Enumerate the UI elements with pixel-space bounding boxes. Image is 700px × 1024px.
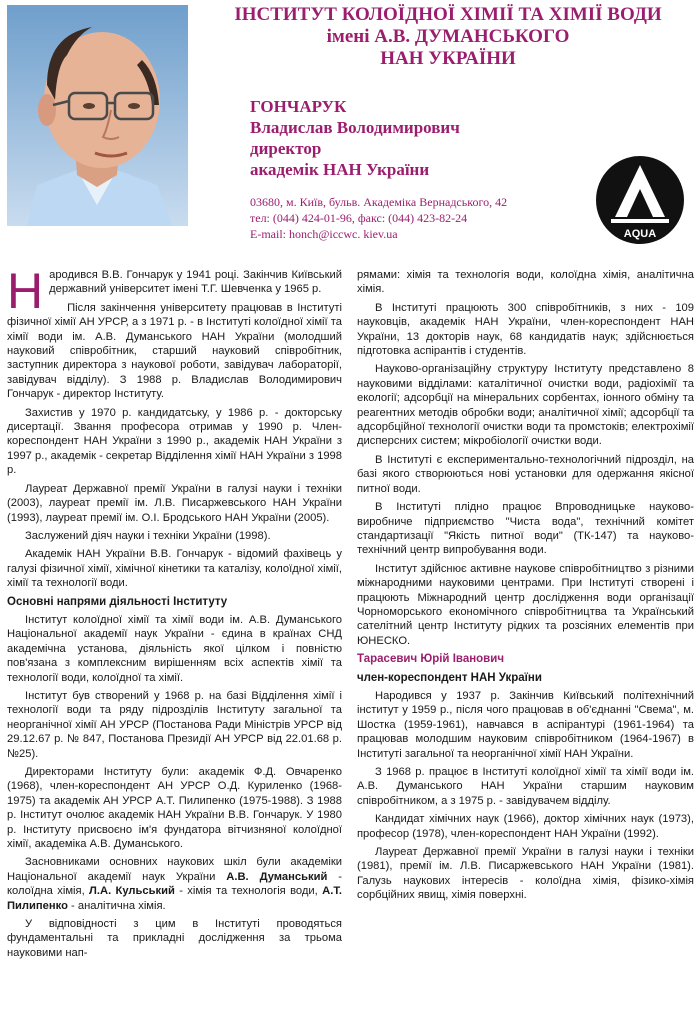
founder-name: А.Т. Пилипенко (7, 885, 342, 912)
paragraph (7, 263, 342, 319)
director-position: директор (250, 139, 322, 158)
paragraph: Заслужений діяч науки і техніки України (1998). (25, 529, 271, 542)
director-info (250, 96, 460, 180)
founder-name: А.В. Думанський (226, 870, 328, 883)
paragraph-text: - колоїдна хімія, (7, 870, 343, 898)
section-heading: Основні напрями діяльності Інституту (7, 595, 228, 608)
paragraph-text: ародився В.В. Гончарук у 1941 році. Закінчив Київський державний університет імені Т.Г. Шевченка у 1965 р. (49, 269, 342, 296)
paragraph (7, 855, 342, 913)
phone-fax: тел: (044) 424-01-96, факс: (044) 423-82-24 (250, 211, 468, 225)
contacts (250, 194, 507, 242)
person-role: член-кореспондент НАН України (357, 671, 542, 684)
aqua-logo (595, 155, 685, 245)
paragraph-text: - хімія та технологія води, (174, 885, 323, 898)
director-given-name: Владислав Володимирович (250, 118, 460, 137)
paragraph: Науково-організаційну структуру Інституту представлено 8 науковими відділами: каталітичної очистки води, радіохімії та екології; адсорбції на мінеральних сорбентах, іонного обміну та реагентних методів обробки води; аналітичної хімії; адсорбції та адсорбційної технології очистки води та промстоків; електрохімії дисперсних систем; мікробіології очистки води. (357, 363, 694, 448)
paragraph: Після закінчення університету працював в Інституті фізичної хімії АН УРСР, а з 1971 р. - в Інституті колоїдної хімії та хімії води ім. А.В. Думанського НАН України (молодший науковий співробітник, старший науковий співробітник, заступник директора з наукової роботи, завідувач лабораторії, завідувач відділу). З 1988 р. Владислав Володимирович Гончарук - директор Інституту. (7, 301, 342, 401)
paragraph: Академік НАН України В.В. Гончарук - відомий фахівець у галузі фізичної хімії, хімічної кінетики та каталізу, колоїдної хімії, хімії та технології води. (7, 548, 342, 590)
paragraph-text: Засновниками основних наукових шкіл були академіки Національної академії наук України (7, 856, 342, 883)
institute-title-line: НАН УКРАЇНИ (380, 48, 516, 69)
director-portrait (7, 5, 188, 226)
institute-title-line: імені А.В. ДУМАНСЬКОГО (326, 26, 570, 47)
address: 03680, м. Київ, бульв. Академіка Вернадського, 42 (250, 195, 508, 209)
director-surname: ГОНЧАРУК (250, 97, 347, 116)
paragraph: З 1968 р. працює в Інституті колоїдної хімії та хімії води ім. А.В. Думанського НАН України старшим науковим співробітником, а з 1975 р. - завідувачем відділу. (357, 766, 694, 807)
paragraph: рямами: хімія та технологія води, колоїдна хімія, аналітична хімія. (357, 269, 694, 296)
paragraph: У відповідності з цим в Інституті проводяться фундаментальні та прикладні дослідження за трьома науковими нап- (7, 918, 342, 959)
paragraph: Захистив у 1970 р. кандидатську, у 1986 р. - докторську дисертації. Звання професора отримав у 1990 р. Член-кореспондент НАН України з 1990 р., академік НАН України з 1997 р., академік - секретар Відділення хімії НАН України з 1998 р. (7, 406, 342, 477)
paragraph: Кандидат хімічних наук (1966), доктор хімічних наук (1973), професор (1978), член-кореспондент НАН України (1992). (357, 813, 694, 840)
person-name: Тарасевич Юрій Іванович (357, 653, 504, 666)
institute-title-line: ІНСТИТУТ КОЛОЇДНОЇ ХІМІЇ ТА ХІМІЇ ВОДИ (234, 4, 662, 25)
paragraph: Лауреат Державної премії України в галузі науки і техніки (1981), премії ім. Л.В. Писаржевського НАН України (1981). Галузь наукових інтересів - колоїдна хімія, фізико-хімія сорбційних явищ, хімія поверхні. (357, 846, 694, 902)
paragraph: Директорами Інституту були: академік Ф.Д. Овчаренко (1968), член-кореспондент АН УРСР О.Д. Куриленко (1968-1975) та академік АН УРСР А.Т. Пилипенко (1975-1988). З 1988 р. Інститут очолює академік НАН України В.В. Гончарук. У 1980 р. Інституту присвоєно ім'я фундатора вітчизняної колоїдної хімії, академіка А.В. Думанського. (7, 766, 342, 851)
paragraph-text: - аналітична хімія. (67, 899, 166, 912)
drop-cap: Н (7, 263, 44, 319)
logo-text: AQUA (623, 228, 657, 240)
right-column (357, 268, 694, 907)
email: E-mail: honch@iccwc. kiev.ua (250, 227, 398, 241)
founder-name: Л.А. Кульський (89, 885, 175, 898)
paragraph: Інститут здійснює активне наукове співробітництво з різними міжнародними науковими центрами. При Інституті створені і працюють Міжнародний центр дослідження води організації Чорноморського економічного співробітництва та Український сателітний центр Інституту рідких та розсіяних елементів при ЮНЕСКО. (357, 562, 694, 647)
paragraph: Інститут колоїдної хімії та хімії води ім. А.В. Думанського Національної академії наук України - єдина в країнах СНД академічна установа, діяльність якої цілком і повністю пов'язана з комплексним вирішенням всіх аспектів хімії та технології води, колоїдної та хімії. (7, 613, 342, 684)
paragraph: Лауреат Державної премії України в галузі науки і техніки (2003), лауреат премії ім. Л.В. Писаржевського НАН України (1993), лауреат премії ім. О.І. Бродського НАН України (2005). (7, 482, 342, 524)
paragraph: В Інституті є експериментально-технологічний підрозділ, на базі якого створюються нові установки для одержання якісної питної води. (357, 453, 694, 495)
institute-title (200, 4, 696, 70)
director-title: академік НАН України (250, 160, 430, 179)
paragraph: Інститут був створений у 1968 р. на базі Відділення хімії і технології води та ряду підрозділів Інституту загальної та неорганічної хімії АН УРСР (Постанова Ради Міністрів УРСР від 29.12.67 р. № 847, Постанова Президії АН УРСР від 22.01.68 р. №25). (7, 689, 342, 760)
left-column (7, 263, 343, 964)
paragraph: Народився у 1937 р. Закінчив Київський політехнічний інститут у 1959 р., після чого працював в об'єднанні "Свема", м. Шостка (1959-1961), навчався в аспірантурі (1961-1964) та працював молодшим науковим співробітником (1964-1967) в Інституті загальної та неорганічної хімії НАН України. (357, 689, 694, 760)
paragraph: В Інституті плідно працює Впроводницьке науково-виробниче підприємство "Чиста вода", технічний комітет стандартизації "Якість питної води" (ТК-147) та науково-технічний центр випробування води. (357, 501, 694, 557)
paragraph: В Інституті працюють 300 співробітників, з них - 109 науковців, академік НАН України, член-кореспондент НАН України, 13 докторів наук, 68 кандидатів наук; здійснюється підготовка аспірантів і студентів. (357, 301, 694, 358)
